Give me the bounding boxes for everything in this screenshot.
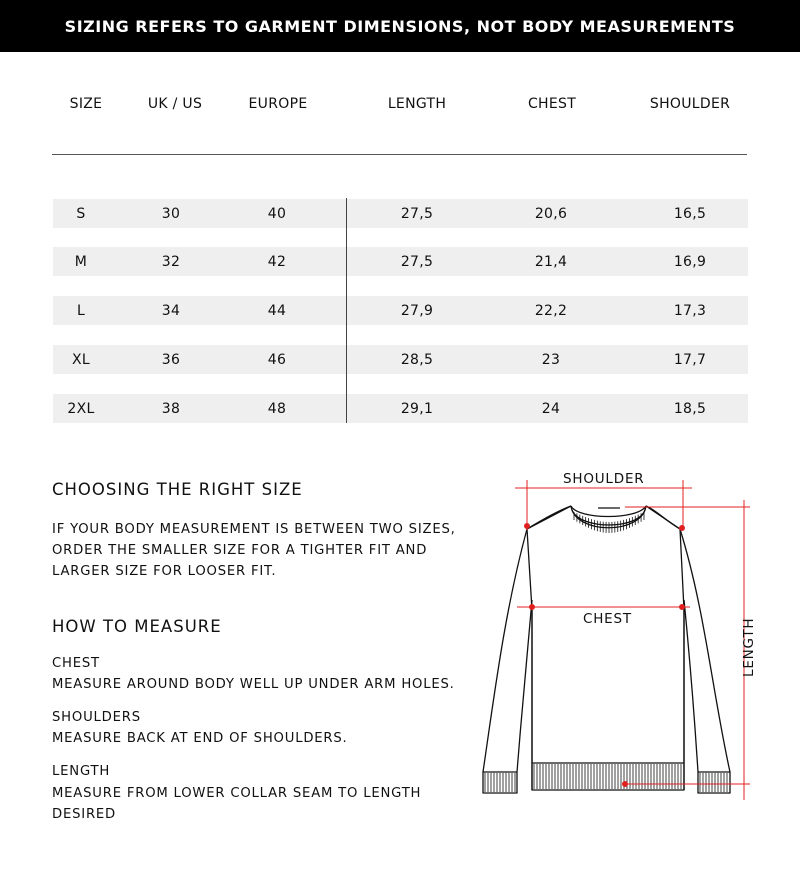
choosing-line: ORDER THE SMALLER SIZE FOR A TIGHTER FIT AND	[52, 543, 428, 558]
cell-length: 28,5	[400, 352, 434, 368]
cell-length: 27,9	[400, 303, 434, 319]
cell-europe: 48	[267, 401, 287, 417]
column-divider	[346, 198, 347, 423]
column-header-shoulder: SHOULDER	[649, 96, 731, 112]
column-header-chest: CHEST	[527, 96, 577, 112]
cell-shoulder: 17,3	[673, 303, 707, 319]
choosing-line: LARGER SIZE FOR LOOSER FIT.	[52, 564, 277, 579]
choosing-text	[52, 519, 456, 582]
shoulders-text: MEASURE BACK AT END OF SHOULDERS.	[52, 731, 348, 746]
column-header-uk-us: UK / US	[147, 96, 203, 112]
cell-shoulder: 17,7	[673, 352, 707, 368]
cell-chest: 21,4	[534, 254, 568, 270]
chest-text: MEASURE AROUND BODY WELL UP UNDER ARM HOLES.	[52, 677, 455, 692]
cell-chest: 20,6	[534, 206, 568, 222]
cell-uk-us: 30	[161, 206, 181, 222]
cell-europe: 42	[267, 254, 287, 270]
sweater-diagram	[470, 460, 800, 820]
cell-europe: 40	[267, 206, 287, 222]
chest-label: CHEST	[52, 656, 100, 671]
cell-europe: 44	[267, 303, 287, 319]
cell-chest: 22,2	[534, 303, 568, 319]
cell-length: 27,5	[400, 254, 434, 270]
cell-uk-us: 32	[161, 254, 181, 270]
column-header-size: SIZE	[69, 96, 103, 112]
length-line: DESIRED	[52, 807, 116, 822]
ribbing	[485, 512, 727, 792]
sweater-outline	[483, 506, 730, 793]
cell-uk-us: 38	[161, 401, 181, 417]
table-row	[53, 345, 748, 374]
measurement-guides	[515, 480, 750, 800]
header-banner: SIZING REFERS TO GARMENT DIMENSIONS, NOT BODY MEASUREMENTS	[0, 0, 800, 52]
cell-length: 27,5	[400, 206, 434, 222]
how-to-measure-title: HOW TO MEASURE	[52, 617, 222, 636]
cell-uk-us: 34	[161, 303, 181, 319]
cell-size: S	[76, 206, 86, 222]
cell-chest: 23	[541, 352, 561, 368]
cell-size: XL	[72, 352, 90, 368]
column-header-europe: EUROPE	[248, 96, 308, 112]
shoulders-label: SHOULDERS	[52, 710, 141, 725]
cell-size: L	[76, 303, 86, 319]
diagram-label-shoulder: SHOULDER	[563, 471, 645, 487]
cell-size: M	[74, 254, 88, 270]
diagram-label-chest: CHEST	[583, 611, 632, 627]
choosing-line: IF YOUR BODY MEASUREMENT IS BETWEEN TWO SIZES,	[52, 522, 456, 537]
table-row	[53, 296, 748, 325]
column-header-length: LENGTH	[387, 96, 447, 112]
diagram-label-length: LENGTH	[741, 617, 757, 677]
cell-length: 29,1	[400, 401, 434, 417]
cell-shoulder: 16,9	[673, 254, 707, 270]
length-line: MEASURE FROM LOWER COLLAR SEAM TO LENGTH	[52, 786, 422, 801]
table-row	[53, 394, 748, 423]
length-label: LENGTH	[52, 764, 111, 779]
table-row	[53, 247, 748, 276]
cell-uk-us: 36	[161, 352, 181, 368]
cell-size: 2XL	[67, 401, 95, 417]
header-divider	[52, 154, 747, 155]
table-row	[53, 199, 748, 228]
cell-shoulder: 16,5	[673, 206, 707, 222]
cell-europe: 46	[267, 352, 287, 368]
cell-shoulder: 18,5	[673, 401, 707, 417]
choosing-title: CHOOSING THE RIGHT SIZE	[52, 480, 303, 499]
length-text	[52, 783, 421, 825]
cell-chest: 24	[541, 401, 561, 417]
